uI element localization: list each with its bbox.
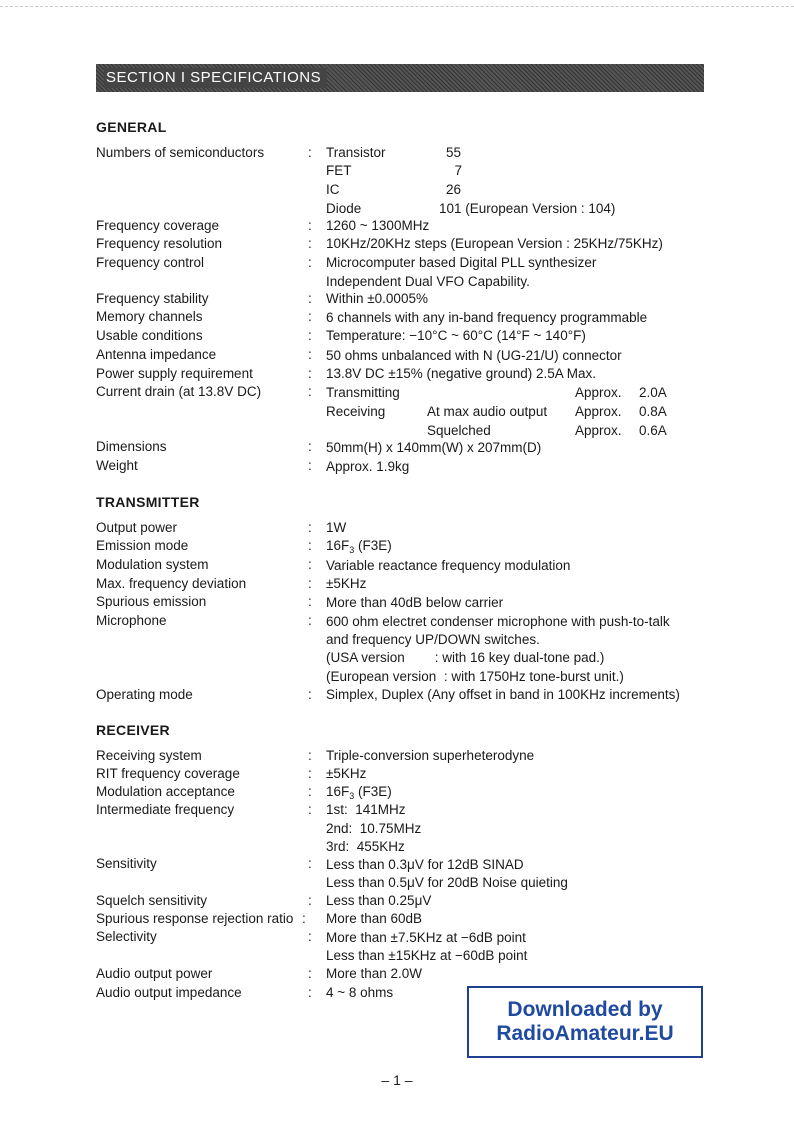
acceptance-tail: (F3E) (354, 784, 392, 799)
colon: : (308, 520, 312, 535)
spec-value: More than ±7.5KHz at −6dB point (326, 930, 526, 945)
colon: : (308, 366, 312, 381)
spec-label: Modulation system (96, 557, 209, 572)
colon: : (308, 538, 312, 553)
spec-label: Weight (96, 458, 138, 473)
spec-label: Antenna impedance (96, 347, 217, 362)
colon: : (308, 748, 312, 763)
spec-label: Power supply requirement (96, 366, 253, 381)
semiconductor-name: IC (326, 182, 340, 197)
spec-label: Spurious response rejection ratio (96, 911, 294, 926)
colon: : (308, 218, 312, 233)
receiver-heading: RECEIVER (96, 722, 170, 738)
spec-value: 13.8V DC ±15% (negative ground) 2.5A Max. (326, 366, 597, 381)
colon: : (308, 929, 312, 944)
spec-value: Triple-conversion superheterodyne (326, 748, 535, 763)
spec-value: 600 ohm electret condenser microphone with push-to-talk (326, 614, 670, 629)
spec-label: RIT frequency coverage (96, 766, 240, 781)
drain-approx: Approx. (575, 423, 622, 438)
spec-label: Sensitivity (96, 856, 157, 871)
spec-label: Dimensions (96, 439, 167, 454)
colon: : (308, 802, 312, 817)
spec-value: Less than ±15KHz at −60dB point (326, 948, 528, 963)
top-dashed-rule (0, 6, 794, 7)
colon: : (308, 613, 312, 628)
spec-label: Spurious emission (96, 594, 207, 609)
download-watermark (467, 986, 703, 1058)
section-title: SECTION I SPECIFICATIONS (104, 68, 327, 88)
spec-value: Microcomputer based Digital PLL synthesizer (326, 255, 597, 270)
colon: : (308, 985, 312, 1000)
spec-value: 10KHz/20KHz steps (European Version : 25KHz/75KHz) (326, 236, 663, 251)
spec-value: More than 40dB below carrier (326, 595, 504, 610)
spec-value: Temperature: −10°C ~ 60°C (14°F ~ 140°F) (326, 328, 586, 343)
spec-value: 4 ~ 8 ohms (326, 985, 394, 1000)
spec-value: ±5KHz (326, 766, 367, 781)
drain-value: 0.8A (639, 404, 667, 419)
spec-label: Current drain (at 13.8V DC) (96, 384, 262, 399)
watermark-line-1: Downloaded by (507, 998, 663, 1021)
spec-value: 1W (326, 520, 347, 535)
spec-value: Less than 0.25μV (326, 893, 432, 908)
colon: : (308, 966, 312, 981)
page-number: – 1 – (381, 1072, 413, 1088)
spec-value: More than 60dB (326, 911, 423, 926)
colon: : (308, 784, 312, 799)
spec-value: Within ±0.0005% (326, 291, 428, 306)
drain-condition: At max audio output (427, 404, 548, 419)
spec-label: Microphone (96, 613, 167, 628)
spec-label: Intermediate frequency (96, 802, 235, 817)
spec-label: Numbers of semiconductors (96, 145, 265, 160)
colon: : (308, 557, 312, 572)
spec-label: Squelch sensitivity (96, 893, 208, 908)
spec-value: Simplex, Duplex (Any offset in band in 100KHz increments) (326, 687, 680, 702)
semiconductor-name: FET (326, 163, 352, 178)
watermark-line-2: RadioAmateur.EU (496, 1022, 674, 1045)
spec-label: Frequency control (96, 255, 205, 270)
spec-value: More than 2.0W (326, 966, 423, 981)
spec-label: Selectivity (96, 929, 157, 944)
colon: : (308, 594, 312, 609)
spec-label: Output power (96, 520, 178, 535)
spec-label: Usable conditions (96, 328, 203, 343)
colon: : (308, 255, 312, 270)
colon: : (308, 687, 312, 702)
spec-value: 50 ohms unbalanced with N (UG-21/U) connector (326, 348, 622, 363)
spec-label: Operating mode (96, 687, 193, 702)
spec-value: Independent Dual VFO Capability. (326, 274, 530, 289)
spec-label: Audio output impedance (96, 985, 242, 1000)
spec-label: Memory channels (96, 309, 203, 324)
spec-value: Less than 0.5μV for 20dB Noise quieting (326, 875, 568, 890)
spec-label: Frequency coverage (96, 218, 220, 233)
spec-value: 50mm(H) x 140mm(W) x 207mm(D) (326, 440, 542, 455)
semiconductor-count: 7 (454, 163, 462, 178)
colon: : (308, 893, 312, 908)
colon: : (308, 458, 312, 473)
spec-label: Frequency resolution (96, 236, 223, 251)
spec-value: Approx. 1.9kg (326, 459, 410, 474)
spec-value: 1st: 141MHz (326, 802, 406, 817)
semiconductor-name: Transistor (326, 145, 386, 160)
spec-label: Max. frequency deviation (96, 576, 247, 591)
colon: : (308, 309, 312, 324)
colon: : (308, 328, 312, 343)
colon: : (308, 856, 312, 871)
spec-label: Frequency stability (96, 291, 209, 306)
colon: : (302, 911, 306, 926)
drain-value: 0.6A (639, 423, 667, 438)
spec-value: (USA version : with 16 key dual-tone pad.) (326, 650, 605, 665)
spec-value: Variable reactance frequency modulation (326, 558, 571, 573)
spec-value: 1260 ~ 1300MHz (326, 218, 430, 233)
emission-subscript: 3 (349, 545, 355, 555)
spec-value: 3rd: 455KHz (326, 839, 405, 854)
acceptance-subscript: 3 (349, 791, 355, 801)
semiconductor-count: 101 (European Version : 104) (439, 201, 616, 216)
spec-label: Audio output power (96, 966, 213, 981)
semiconductor-count: 55 (446, 145, 462, 160)
colon: : (308, 384, 312, 399)
spec-value: 2nd: 10.75MHz (326, 821, 422, 836)
colon: : (308, 236, 312, 251)
drain-mode: Receiving (326, 404, 386, 419)
semiconductor-name: Diode (326, 201, 362, 216)
drain-mode: Transmitting (326, 385, 400, 400)
spec-value: and frequency UP/DOWN switches. (326, 632, 540, 647)
emission-main: 16F (326, 538, 350, 553)
emission-tail: (F3E) (354, 538, 392, 553)
spec-label: Modulation acceptance (96, 784, 235, 799)
drain-condition: Squelched (427, 423, 491, 438)
section-header-bar (96, 64, 704, 92)
spec-label: Emission mode (96, 538, 189, 553)
drain-approx: Approx. (575, 385, 622, 400)
spec-value: 6 channels with any in-band frequency programmable (326, 310, 648, 325)
colon: : (308, 576, 312, 591)
general-heading: GENERAL (96, 119, 167, 135)
spec-value: (European version : with 1750Hz tone-burst unit.) (326, 669, 624, 684)
spec-value: Less than 0.3μV for 12dB SINAD (326, 857, 524, 872)
semiconductor-count: 26 (446, 182, 462, 197)
transmitter-heading: TRANSMITTER (96, 494, 200, 510)
spec-value (326, 537, 392, 559)
spec-label: Receiving system (96, 748, 202, 763)
drain-value: 2.0A (639, 385, 667, 400)
acceptance-main: 16F (326, 784, 350, 799)
colon: : (308, 145, 312, 160)
colon: : (308, 291, 312, 306)
drain-approx: Approx. (575, 404, 622, 419)
colon: : (308, 439, 312, 454)
colon: : (308, 347, 312, 362)
spec-value: ±5KHz (326, 576, 367, 591)
colon: : (308, 766, 312, 781)
